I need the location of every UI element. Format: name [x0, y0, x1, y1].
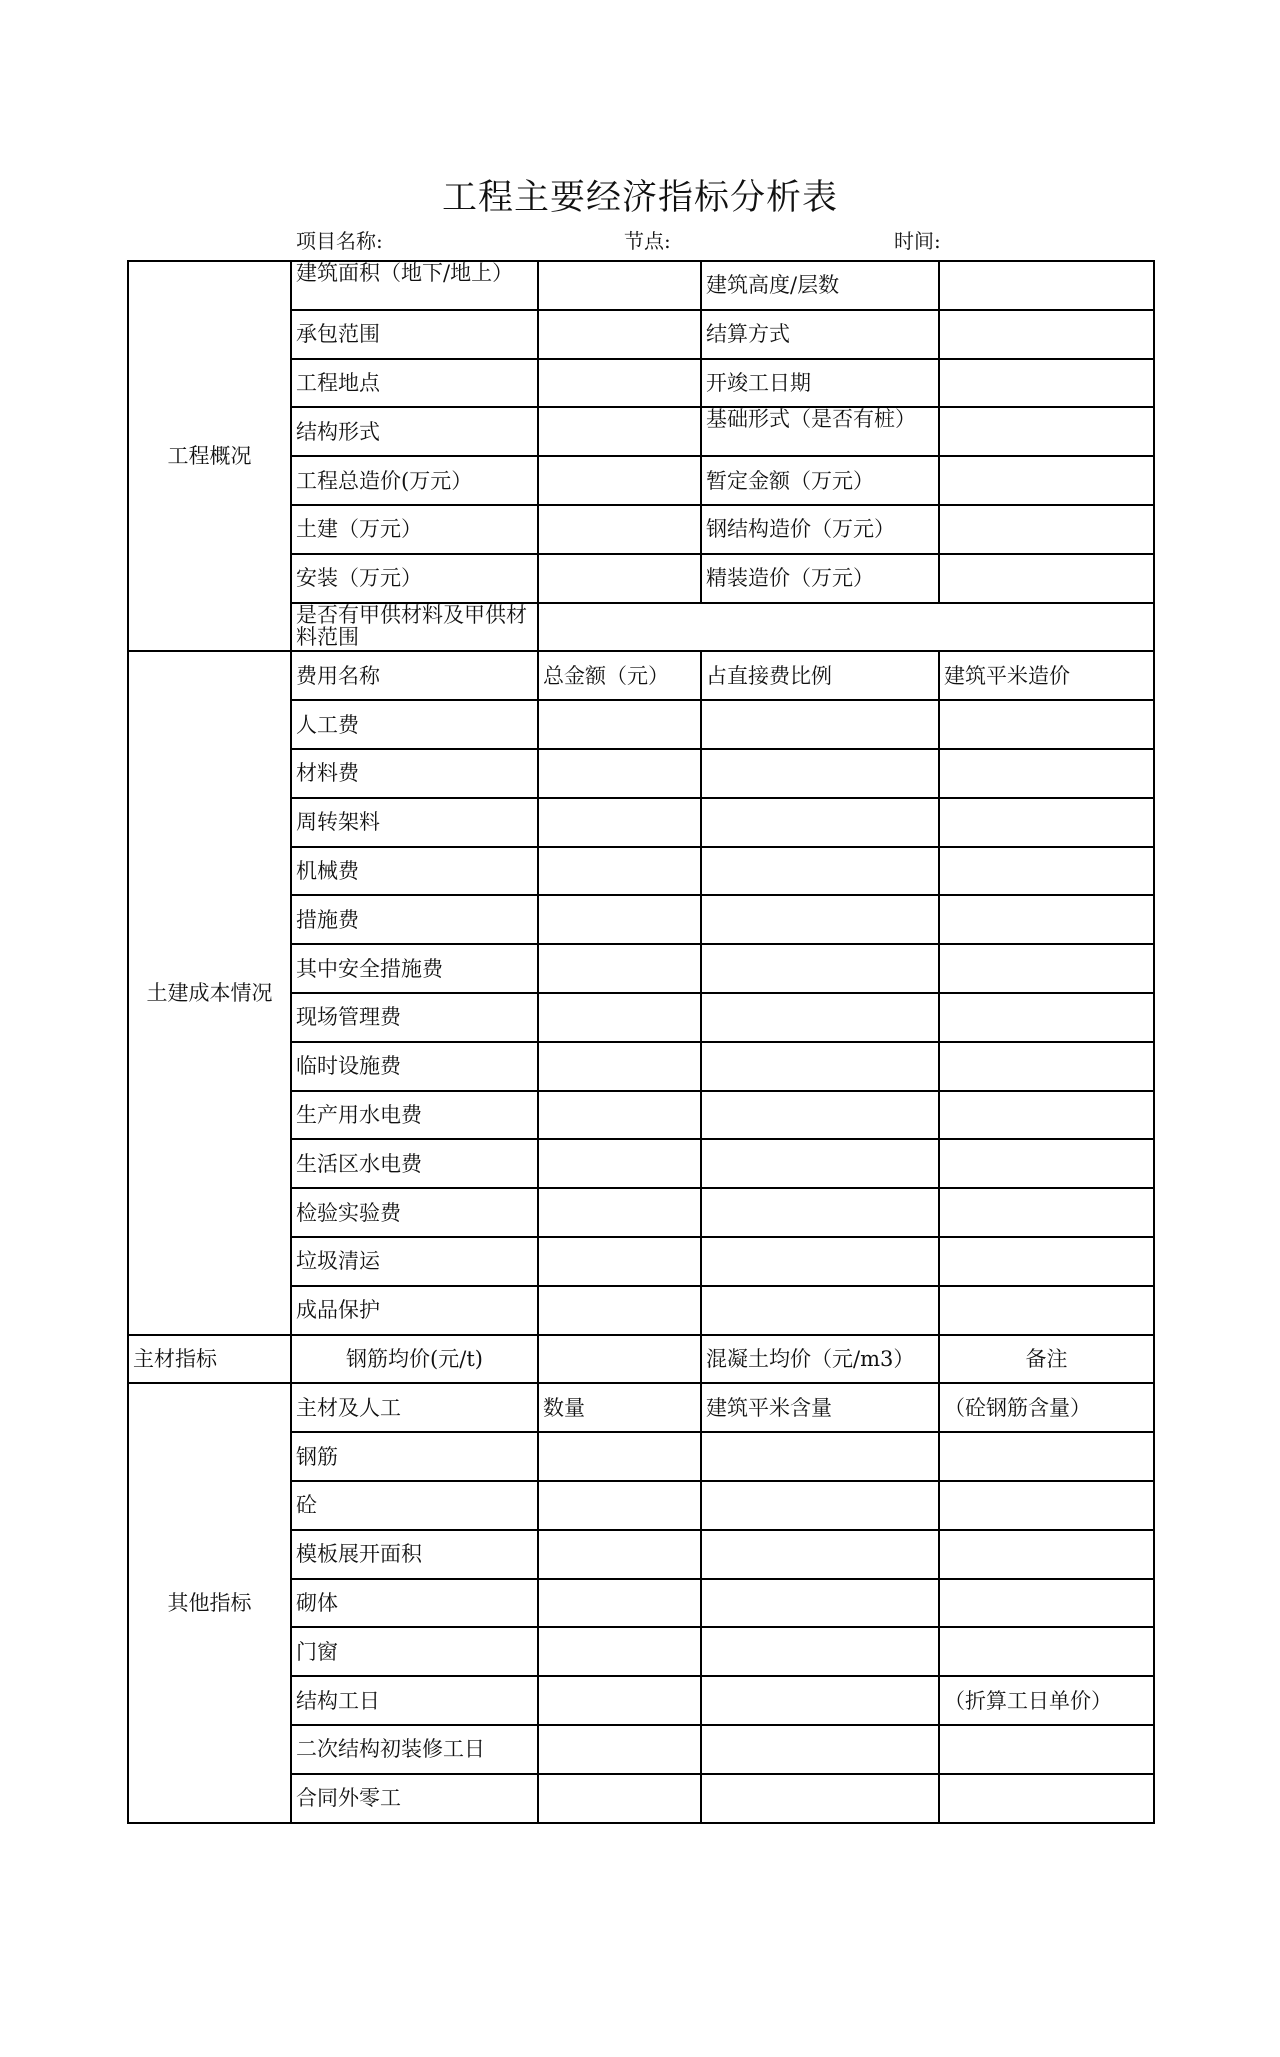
value-cell[interactable]: [538, 1481, 701, 1530]
row-label: 结构形式: [291, 407, 538, 456]
value-cell[interactable]: [538, 603, 1154, 652]
value-cell[interactable]: [538, 1139, 701, 1188]
row-label: 结构工日: [291, 1676, 538, 1725]
value-cell[interactable]: [538, 1530, 701, 1579]
value-cell[interactable]: [701, 1676, 939, 1725]
row-label: 模板展开面积: [291, 1530, 538, 1579]
value-cell[interactable]: [939, 1139, 1154, 1188]
remark-label: 备注: [939, 1335, 1154, 1384]
row-label: 建筑高度/层数: [701, 261, 939, 310]
value-cell[interactable]: [939, 847, 1154, 896]
table-row: [128, 1383, 1154, 1432]
row-label: 是否有甲供材料及甲供材料范围: [291, 603, 538, 652]
value-cell[interactable]: [701, 1188, 939, 1237]
value-cell[interactable]: [701, 798, 939, 847]
table-row: [128, 261, 1154, 310]
row-label: 二次结构初装修工日: [291, 1725, 538, 1774]
value-cell[interactable]: [701, 993, 939, 1042]
row-label: 合同外零工: [291, 1774, 538, 1823]
value-cell[interactable]: [701, 1725, 939, 1774]
row-label: 周转架料: [291, 798, 538, 847]
section-overview-label: 工程概况: [128, 261, 291, 651]
value-cell[interactable]: [701, 1042, 939, 1091]
column-header: 主材及人工: [291, 1383, 538, 1432]
value-cell[interactable]: [538, 1432, 701, 1481]
row-label: 措施费: [291, 895, 538, 944]
row-label: 材料费: [291, 749, 538, 798]
value-cell[interactable]: [939, 261, 1154, 310]
value-cell[interactable]: [701, 1579, 939, 1628]
value-cell[interactable]: [538, 944, 701, 993]
row-label: 临时设施费: [291, 1042, 538, 1091]
note-cell[interactable]: [939, 1579, 1154, 1628]
value-cell[interactable]: [939, 749, 1154, 798]
value-cell[interactable]: [538, 1725, 701, 1774]
row-label: 其中安全措施费: [291, 944, 538, 993]
value-cell[interactable]: [939, 359, 1154, 408]
section-civil-cost-label: 土建成本情况: [128, 651, 291, 1334]
value-cell[interactable]: [701, 1286, 939, 1335]
column-header: 费用名称: [291, 651, 538, 700]
row-label: 工程总造价(万元）: [291, 456, 538, 505]
row-label: 结算方式: [701, 310, 939, 359]
row-label: 生活区水电费: [291, 1139, 538, 1188]
value-cell[interactable]: [701, 1237, 939, 1286]
value-cell[interactable]: [939, 505, 1154, 554]
value-cell[interactable]: [538, 1091, 701, 1140]
note-cell[interactable]: [939, 1530, 1154, 1579]
row-label: 成品保护: [291, 1286, 538, 1335]
row-label: 钢结构造价（万元）: [701, 505, 939, 554]
value-cell[interactable]: [538, 1774, 701, 1823]
note-cell[interactable]: （折算工日单价）: [939, 1676, 1154, 1725]
value-cell[interactable]: [538, 310, 701, 359]
value-cell[interactable]: [538, 749, 701, 798]
column-header: 建筑平米造价: [939, 651, 1154, 700]
note-cell[interactable]: [939, 1774, 1154, 1823]
row-label: 现场管理费: [291, 993, 538, 1042]
value-cell[interactable]: [939, 944, 1154, 993]
value-cell[interactable]: [538, 1676, 701, 1725]
value-cell[interactable]: [701, 944, 939, 993]
table-row: [128, 651, 1154, 700]
value-cell[interactable]: [538, 1335, 701, 1384]
note-cell[interactable]: [939, 1627, 1154, 1676]
node-label: 节点:: [624, 229, 671, 253]
row-label: 生产用水电费: [291, 1091, 538, 1140]
value-cell[interactable]: [701, 700, 939, 749]
value-cell[interactable]: [939, 554, 1154, 603]
concrete-price-label: 混凝土均价（元/m3）: [701, 1335, 939, 1384]
row-label: 检验实验费: [291, 1188, 538, 1237]
value-cell[interactable]: [538, 1042, 701, 1091]
value-cell[interactable]: [939, 1286, 1154, 1335]
value-cell[interactable]: [701, 1481, 939, 1530]
value-cell[interactable]: [538, 1237, 701, 1286]
value-cell[interactable]: [701, 749, 939, 798]
project-name-label: 项目名称:: [296, 229, 383, 253]
row-label: 承包范围: [291, 310, 538, 359]
column-header: （砼钢筋含量）: [939, 1383, 1154, 1432]
value-cell[interactable]: [538, 1627, 701, 1676]
row-label: 精装造价（万元）: [701, 554, 939, 603]
row-label: 建筑面积（地下/地上）: [291, 261, 538, 310]
row-label: 土建（万元）: [291, 505, 538, 554]
section-main-material-label: 主材指标: [128, 1335, 291, 1384]
value-cell[interactable]: [701, 1627, 939, 1676]
time-label: 时间:: [894, 229, 941, 253]
row-label: 工程地点: [291, 359, 538, 408]
row-label: 安装（万元）: [291, 554, 538, 603]
value-cell[interactable]: [701, 847, 939, 896]
value-cell[interactable]: [538, 261, 701, 310]
value-cell[interactable]: [939, 1091, 1154, 1140]
value-cell[interactable]: [939, 1188, 1154, 1237]
section-other-indicators-label: 其他指标: [128, 1383, 291, 1822]
value-cell[interactable]: [701, 1139, 939, 1188]
value-cell[interactable]: [538, 847, 701, 896]
value-cell[interactable]: [701, 1091, 939, 1140]
row-label: 基础形式（是否有桩）: [701, 407, 939, 456]
value-cell[interactable]: [538, 554, 701, 603]
value-cell[interactable]: [538, 993, 701, 1042]
value-cell[interactable]: [538, 700, 701, 749]
note-cell[interactable]: [939, 1432, 1154, 1481]
note-cell[interactable]: [939, 1481, 1154, 1530]
value-cell[interactable]: [939, 895, 1154, 944]
value-cell[interactable]: [939, 700, 1154, 749]
indicator-table: [127, 260, 1155, 1824]
value-cell[interactable]: [939, 1237, 1154, 1286]
row-label: 人工费: [291, 700, 538, 749]
value-cell[interactable]: [701, 1530, 939, 1579]
value-cell[interactable]: [538, 1579, 701, 1628]
value-cell[interactable]: [939, 310, 1154, 359]
value-cell[interactable]: [939, 456, 1154, 505]
row-label: 开竣工日期: [701, 359, 939, 408]
row-label: 门窗: [291, 1627, 538, 1676]
value-cell[interactable]: [538, 359, 701, 408]
value-cell[interactable]: [538, 1188, 701, 1237]
value-cell[interactable]: [939, 1042, 1154, 1091]
value-cell[interactable]: [939, 798, 1154, 847]
column-header: 数量: [538, 1383, 701, 1432]
row-label: 钢筋: [291, 1432, 538, 1481]
value-cell[interactable]: [538, 895, 701, 944]
value-cell[interactable]: [939, 993, 1154, 1042]
row-label: 机械费: [291, 847, 538, 896]
value-cell[interactable]: [538, 798, 701, 847]
note-cell[interactable]: [939, 1725, 1154, 1774]
value-cell[interactable]: [701, 1774, 939, 1823]
value-cell[interactable]: [701, 895, 939, 944]
column-header: 总金额（元）: [538, 651, 701, 700]
value-cell[interactable]: [538, 1286, 701, 1335]
column-header: 占直接费比例: [701, 651, 939, 700]
column-header: 建筑平米含量: [701, 1383, 939, 1432]
value-cell[interactable]: [701, 1432, 939, 1481]
table-row: [128, 1335, 1154, 1384]
value-cell[interactable]: [939, 407, 1154, 456]
value-cell[interactable]: [538, 456, 701, 505]
row-label: 垃圾清运: [291, 1237, 538, 1286]
row-label: 砌体: [291, 1579, 538, 1628]
row-label: 暂定金额（万元）: [701, 456, 939, 505]
page-title: 工程主要经济指标分析表: [441, 178, 838, 218]
row-label: 砼: [291, 1481, 538, 1530]
value-cell[interactable]: [538, 505, 701, 554]
rebar-price-label: 钢筋均价(元/t): [291, 1335, 538, 1384]
value-cell[interactable]: [538, 407, 701, 456]
